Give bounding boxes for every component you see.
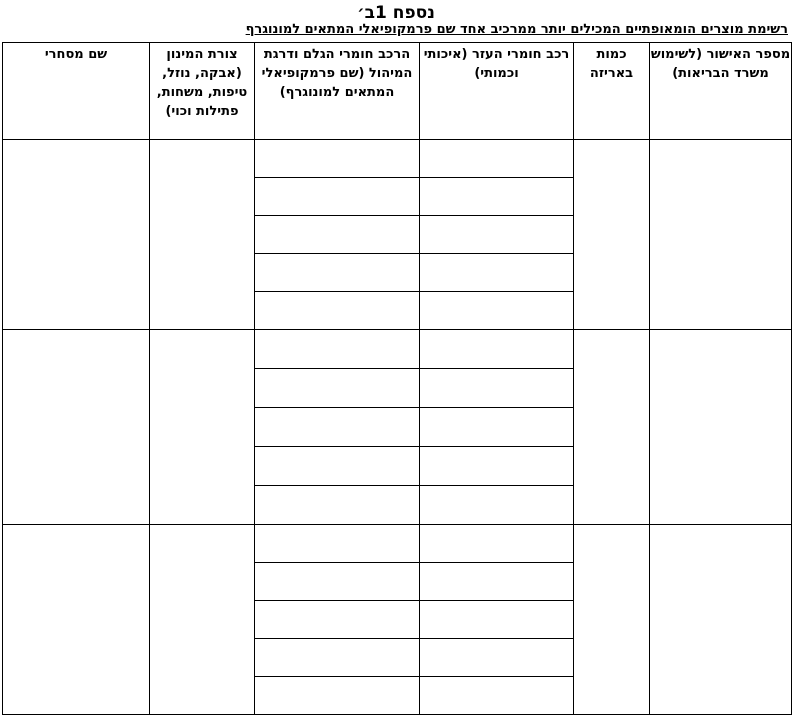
cell-raw-materials[interactable] — [255, 292, 420, 330]
cell-excipients[interactable] — [420, 486, 574, 525]
cell-approval-number[interactable] — [650, 140, 792, 330]
cell-excipients[interactable] — [420, 677, 574, 715]
cell-excipients[interactable] — [420, 447, 574, 486]
cell-excipients[interactable] — [420, 330, 574, 369]
cell-excipients[interactable] — [420, 601, 574, 639]
cell-raw-materials[interactable] — [255, 525, 420, 563]
table-row — [3, 525, 792, 563]
cell-raw-materials[interactable] — [255, 486, 420, 525]
header-approval-number: מספר האישור (לשימוש משרד הבריאות) — [650, 43, 792, 140]
cell-excipients[interactable] — [420, 216, 574, 254]
cell-trade-name[interactable] — [3, 330, 150, 525]
header-row — [3, 43, 792, 140]
cell-raw-materials[interactable] — [255, 677, 420, 715]
cell-raw-materials[interactable] — [255, 254, 420, 292]
cell-raw-materials[interactable] — [255, 178, 420, 216]
cell-excipients[interactable] — [420, 292, 574, 330]
cell-raw-materials[interactable] — [255, 140, 420, 178]
cell-excipients[interactable] — [420, 408, 574, 447]
cell-dosage-form[interactable] — [150, 140, 255, 330]
table-row — [3, 140, 792, 178]
cell-raw-materials[interactable] — [255, 369, 420, 408]
cell-raw-materials[interactable] — [255, 563, 420, 601]
cell-raw-materials[interactable] — [255, 330, 420, 369]
cell-excipients[interactable] — [420, 140, 574, 178]
table-row — [3, 330, 792, 369]
cell-excipients[interactable] — [420, 369, 574, 408]
cell-package-quantity[interactable] — [574, 330, 650, 525]
cell-raw-materials[interactable] — [255, 639, 420, 677]
header-raw-materials: הרכב חומרי הגלם ודרגת המיהול (שם פרמקופיאלי המתאים למונוגרף) — [255, 43, 420, 140]
cell-trade-name[interactable] — [3, 525, 150, 715]
document-title: נספח 1ב׳ — [357, 3, 435, 23]
cell-raw-materials[interactable] — [255, 601, 420, 639]
cell-raw-materials[interactable] — [255, 408, 420, 447]
cell-trade-name[interactable] — [3, 140, 150, 330]
cell-raw-materials[interactable] — [255, 216, 420, 254]
cell-excipients[interactable] — [420, 525, 574, 563]
header-trade-name: שם מסחרי — [3, 43, 150, 140]
cell-excipients[interactable] — [420, 639, 574, 677]
cell-approval-number[interactable] — [650, 330, 792, 525]
cell-package-quantity[interactable] — [574, 525, 650, 715]
header-dosage-form: צורת המינון (אבקה, נוזל, טיפות, משחות, פתילות וכוי) — [150, 43, 255, 140]
header-package-quantity: כמות באריזה — [574, 43, 650, 140]
cell-excipients[interactable] — [420, 254, 574, 292]
cell-excipients[interactable] — [420, 563, 574, 601]
document-subtitle: רשימת מוצרים הומאופתיים המכילים יותר ממרכיב אחד שם פרמקופיאלי המתאים למונוגרף — [245, 22, 788, 37]
cell-raw-materials[interactable] — [255, 447, 420, 486]
cell-dosage-form[interactable] — [150, 525, 255, 715]
cell-approval-number[interactable] — [650, 525, 792, 715]
products-table — [2, 42, 792, 715]
cell-package-quantity[interactable] — [574, 140, 650, 330]
header-excipients: רכב חומרי העזר (איכותי וכמותי) — [420, 43, 574, 140]
cell-dosage-form[interactable] — [150, 330, 255, 525]
cell-excipients[interactable] — [420, 178, 574, 216]
